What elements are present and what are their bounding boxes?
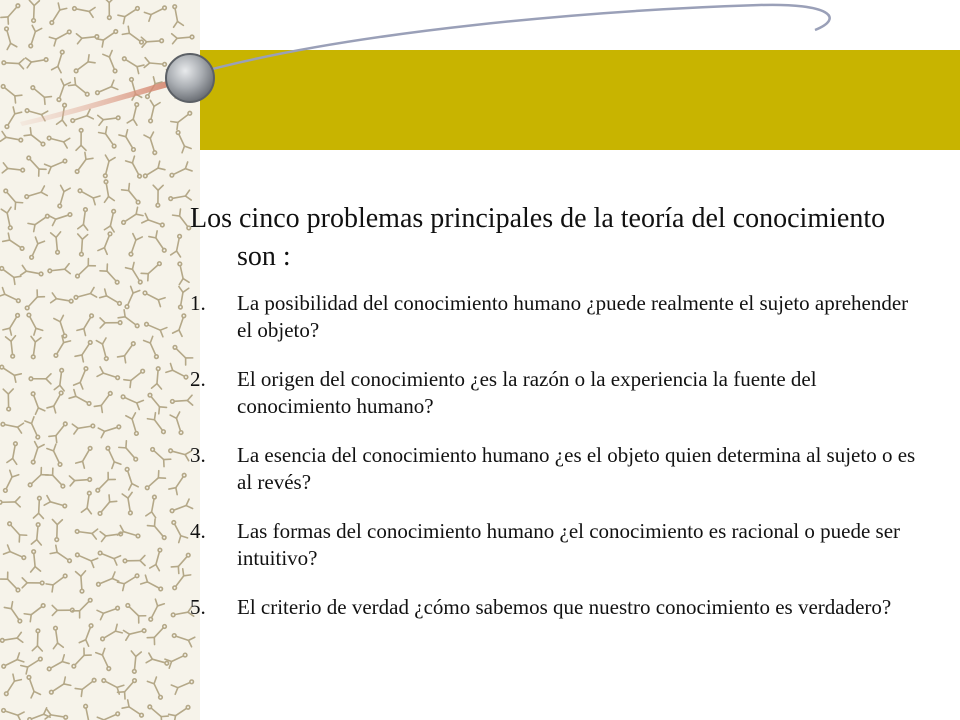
pattern-glyph (26, 237, 44, 261)
pattern-glyph (46, 571, 69, 592)
pattern-glyph (69, 474, 91, 486)
pattern-glyph (51, 336, 71, 360)
pattern-glyph (99, 127, 120, 151)
pattern-glyph (100, 289, 124, 309)
pattern-glyph (49, 209, 73, 225)
problem-list (190, 290, 920, 621)
pattern-glyph (72, 55, 95, 76)
item-number: 5. (190, 595, 206, 619)
pattern-glyph (31, 522, 43, 545)
pattern-glyph (153, 185, 163, 207)
pattern-glyph (29, 0, 40, 22)
pattern-glyph (171, 234, 185, 257)
pattern-glyph (1, 674, 21, 698)
pattern-glyph (147, 677, 165, 701)
pattern-glyph (51, 232, 63, 255)
pattern-glyph (0, 362, 21, 382)
pattern-glyph (126, 413, 142, 437)
pattern-glyph (76, 234, 87, 256)
pattern-glyph (122, 700, 146, 720)
pattern-glyph (122, 466, 138, 490)
pattern-glyph (173, 312, 190, 336)
pattern-glyph (96, 648, 114, 672)
pattern-glyph (172, 32, 195, 44)
pattern-glyph (47, 677, 71, 697)
pattern-glyph (143, 471, 166, 493)
pattern-graphic (0, 0, 200, 720)
pattern-glyph (32, 629, 43, 651)
pattern-glyph (72, 3, 95, 17)
pattern-glyph (95, 495, 117, 518)
pattern-glyph (0, 470, 19, 494)
pattern-glyph (97, 367, 121, 383)
pattern-glyph (150, 547, 165, 571)
pattern-glyph (69, 109, 93, 125)
pattern-glyph (169, 519, 188, 543)
pattern-glyph (126, 234, 143, 258)
pattern-glyph (49, 27, 73, 46)
item-text: La esencia del conocimiento humano ¿es el objeto quien determina al sujeto o es al revés? (237, 443, 916, 494)
pattern-glyph (47, 264, 70, 276)
pattern-glyph (76, 31, 99, 43)
title-band (200, 50, 960, 150)
pattern-glyph (0, 131, 23, 145)
pattern-glyph (1, 572, 23, 595)
pattern-glyph (0, 632, 23, 645)
pattern-glyph (141, 161, 165, 181)
pattern-glyph (123, 555, 145, 565)
pattern-glyph (0, 497, 20, 507)
item-number: 4. (190, 519, 206, 543)
pattern-glyph (97, 603, 121, 620)
pattern-glyph (44, 496, 68, 512)
pattern-glyph (96, 338, 111, 362)
pattern-glyph (123, 625, 147, 640)
pattern-glyph (126, 76, 142, 100)
pattern-glyph (69, 648, 91, 671)
pattern-glyph (52, 519, 63, 541)
pattern-glyph (145, 599, 164, 623)
pattern-glyph (104, 0, 114, 19)
pattern-glyph (0, 81, 22, 102)
pattern-glyph (52, 605, 74, 615)
pattern-glyph (1, 186, 23, 209)
pattern-glyph (54, 368, 67, 391)
item-number: 3. (190, 443, 206, 467)
pattern-glyph (2, 163, 25, 175)
pattern-glyph (168, 190, 191, 204)
pattern-glyph (124, 366, 147, 387)
pattern-glyph (25, 417, 43, 441)
pattern-glyph (122, 286, 140, 310)
pattern-glyph (169, 702, 193, 720)
pattern-glyph (29, 374, 51, 384)
pattern-glyph (94, 80, 118, 98)
pattern-glyph (118, 676, 140, 699)
pattern-glyph (50, 545, 74, 566)
pattern-glyph (75, 526, 98, 539)
pattern-glyph (3, 389, 13, 411)
pattern-glyph (6, 336, 18, 359)
pattern-glyph (4, 545, 28, 563)
pattern-glyph (166, 363, 190, 382)
pattern-glyph (100, 155, 115, 179)
pattern-glyph (175, 261, 190, 284)
pattern-glyph (28, 549, 40, 572)
pattern-glyph (143, 319, 167, 337)
pattern-glyph (173, 129, 191, 153)
pattern-glyph (50, 626, 63, 649)
pattern-glyph (28, 442, 44, 466)
decorative-pattern-strip (0, 0, 200, 720)
pattern-glyph (76, 571, 88, 593)
pattern-glyph (148, 445, 171, 467)
item-number: 2. (190, 367, 206, 391)
pattern-glyph (73, 287, 97, 302)
pattern-glyph (129, 651, 141, 674)
list-item (190, 442, 920, 496)
pattern-glyph (1, 1, 23, 24)
item-text: El criterio de verdad ¿cómo sabemos que nuestro conocimiento es verdadero? (237, 595, 892, 619)
pattern-glyph (45, 156, 69, 174)
pattern-glyph (46, 133, 70, 148)
pattern-glyph (52, 49, 68, 73)
pattern-glyph (49, 419, 70, 442)
pattern-glyph (144, 3, 168, 22)
pattern-glyph (3, 233, 27, 253)
pattern-glyph (142, 77, 162, 101)
pattern-glyph (1, 207, 15, 230)
pattern-glyph (73, 595, 95, 617)
pattern-glyph (119, 441, 141, 464)
pattern-glyph (0, 288, 22, 306)
pattern-glyph (72, 421, 95, 434)
pattern-glyph (45, 709, 68, 720)
pattern-glyph (47, 3, 67, 27)
pattern-glyph (0, 653, 24, 672)
pattern-glyph (118, 3, 142, 23)
pattern-glyph (118, 339, 139, 363)
pattern-glyph (98, 113, 121, 126)
pattern-glyph (174, 76, 185, 98)
pattern-glyph (165, 650, 189, 668)
pattern-glyph (169, 4, 183, 27)
pattern-glyph (81, 491, 94, 514)
pattern-glyph (21, 654, 45, 674)
pattern-glyph (0, 263, 21, 284)
pattern-glyph (122, 184, 144, 207)
pattern-glyph (144, 336, 162, 360)
pattern-glyph (170, 569, 191, 592)
pattern-glyph (144, 132, 160, 156)
pattern-glyph (47, 389, 66, 413)
pattern-glyph (72, 152, 93, 176)
pattern-glyph (75, 338, 95, 362)
pattern-glyph (94, 389, 115, 412)
pattern-glyph (122, 492, 135, 515)
pattern-glyph (145, 391, 167, 414)
pattern-glyph (5, 519, 27, 542)
pattern-glyph (97, 709, 121, 720)
pattern-glyph (24, 128, 47, 149)
pattern-glyph (93, 472, 115, 495)
pattern-glyph (33, 496, 44, 518)
item-number: 1. (190, 291, 206, 315)
pattern-glyph (144, 58, 167, 70)
item-text: El origen del conocimiento ¿es la razón o la experiencia la fuente del conocimiento humano? (237, 367, 817, 418)
pattern-glyph (127, 102, 142, 126)
pattern-glyph (0, 419, 23, 433)
pattern-glyph (54, 79, 71, 103)
pattern-glyph (28, 211, 52, 232)
pattern-glyph (25, 25, 41, 49)
pattern-glyph (24, 601, 47, 622)
pattern-glyph (117, 525, 141, 541)
pattern-glyph (101, 179, 115, 202)
pattern-glyph (142, 213, 166, 230)
pattern-glyph (26, 54, 49, 67)
pattern-glyph (120, 54, 144, 74)
pattern-glyph (79, 622, 96, 646)
item-text: Las formas del conocimiento humano ¿el conocimiento es racional o puede ser intuitivo? (237, 519, 901, 570)
pattern-glyph (45, 655, 69, 674)
pattern-glyph (145, 702, 168, 720)
pattern-glyph (146, 494, 160, 517)
pattern-glyph (175, 287, 189, 310)
pattern-glyph (76, 444, 96, 468)
pattern-glyph (46, 468, 68, 491)
pattern-glyph (57, 103, 70, 126)
slide-content (190, 200, 920, 643)
pattern-glyph (7, 441, 21, 464)
pattern-glyph (103, 444, 121, 468)
pattern-glyph (1, 26, 17, 50)
pattern-glyph (96, 26, 120, 47)
pattern-glyph (3, 311, 23, 335)
pattern-glyph (146, 653, 170, 668)
pattern-glyph (170, 412, 186, 436)
pattern-glyph (28, 83, 51, 105)
pattern-glyph (104, 208, 119, 231)
pattern-glyph (24, 153, 46, 176)
pattern-glyph (171, 677, 195, 695)
pattern-glyph (69, 390, 93, 409)
pattern-glyph (141, 288, 165, 307)
pattern-glyph (74, 550, 98, 568)
pattern-glyph (119, 207, 143, 227)
pattern-glyph (100, 529, 123, 542)
list-item (190, 290, 920, 344)
pattern-glyph (75, 675, 98, 696)
pattern-glyph (152, 366, 164, 389)
pattern-glyph (147, 622, 169, 645)
pattern-glyph (123, 601, 146, 623)
pattern-glyph (78, 207, 91, 230)
pattern-glyph (118, 310, 141, 331)
pattern-glyph (28, 336, 41, 359)
pattern-glyph (98, 422, 122, 438)
pattern-glyph (141, 36, 163, 48)
pattern-glyph (24, 674, 41, 698)
pattern-glyph (119, 392, 143, 410)
pattern-glyph (166, 55, 189, 77)
pattern-glyph (145, 100, 160, 124)
pattern-glyph (98, 230, 115, 254)
pattern-glyph (147, 413, 168, 436)
pattern-glyph (169, 471, 189, 495)
pattern-glyph (95, 572, 119, 590)
pattern-glyph (122, 26, 146, 47)
pattern-glyph (100, 675, 124, 694)
pattern-glyph (22, 290, 44, 313)
pattern-glyph (169, 499, 193, 516)
list-item (190, 518, 920, 572)
pattern-glyph (21, 265, 44, 279)
pattern-glyph (80, 704, 94, 720)
list-item (190, 594, 920, 621)
pattern-glyph (98, 624, 122, 644)
pattern-glyph (4, 602, 25, 626)
pattern-glyph (100, 264, 122, 287)
pattern-glyph (51, 293, 74, 306)
pattern-glyph (147, 519, 169, 542)
pattern-glyph (24, 311, 43, 335)
pattern-glyph (76, 128, 86, 150)
list-item (190, 366, 920, 420)
pattern-glyph (141, 259, 164, 281)
pattern-glyph (0, 705, 24, 720)
pattern-glyph (2, 107, 22, 131)
pattern-glyph (68, 78, 91, 99)
pattern-glyph (47, 444, 65, 468)
slide-heading: Los cinco problemas principales de la teoría del conocimiento son : (190, 203, 886, 272)
pattern-glyph (103, 51, 120, 75)
pattern-glyph (126, 262, 146, 286)
pattern-glyph (141, 575, 165, 594)
pattern-glyph (76, 186, 100, 205)
pattern-glyph (24, 186, 48, 202)
pattern-glyph (25, 468, 48, 490)
pattern-glyph (73, 259, 96, 281)
pattern-glyph (119, 130, 139, 154)
pattern-glyph (2, 58, 24, 69)
pattern-glyph (77, 312, 97, 336)
pattern-glyph (100, 318, 122, 328)
pattern-glyph (24, 105, 48, 120)
item-text: La posibilidad del conocimiento humano ¿puede realmente el sujeto aprehender el objeto? (237, 291, 909, 342)
pattern-glyph (126, 156, 145, 180)
pattern-glyph (168, 445, 192, 460)
pattern-glyph (149, 231, 170, 255)
pattern-glyph (74, 365, 92, 389)
pattern-glyph (22, 578, 44, 588)
pattern-glyph (117, 571, 141, 591)
pattern-glyph (54, 185, 70, 209)
pattern-glyph (28, 390, 45, 414)
pattern-glyph (171, 108, 194, 129)
pattern-glyph (97, 548, 121, 565)
pattern-glyph (168, 162, 192, 181)
